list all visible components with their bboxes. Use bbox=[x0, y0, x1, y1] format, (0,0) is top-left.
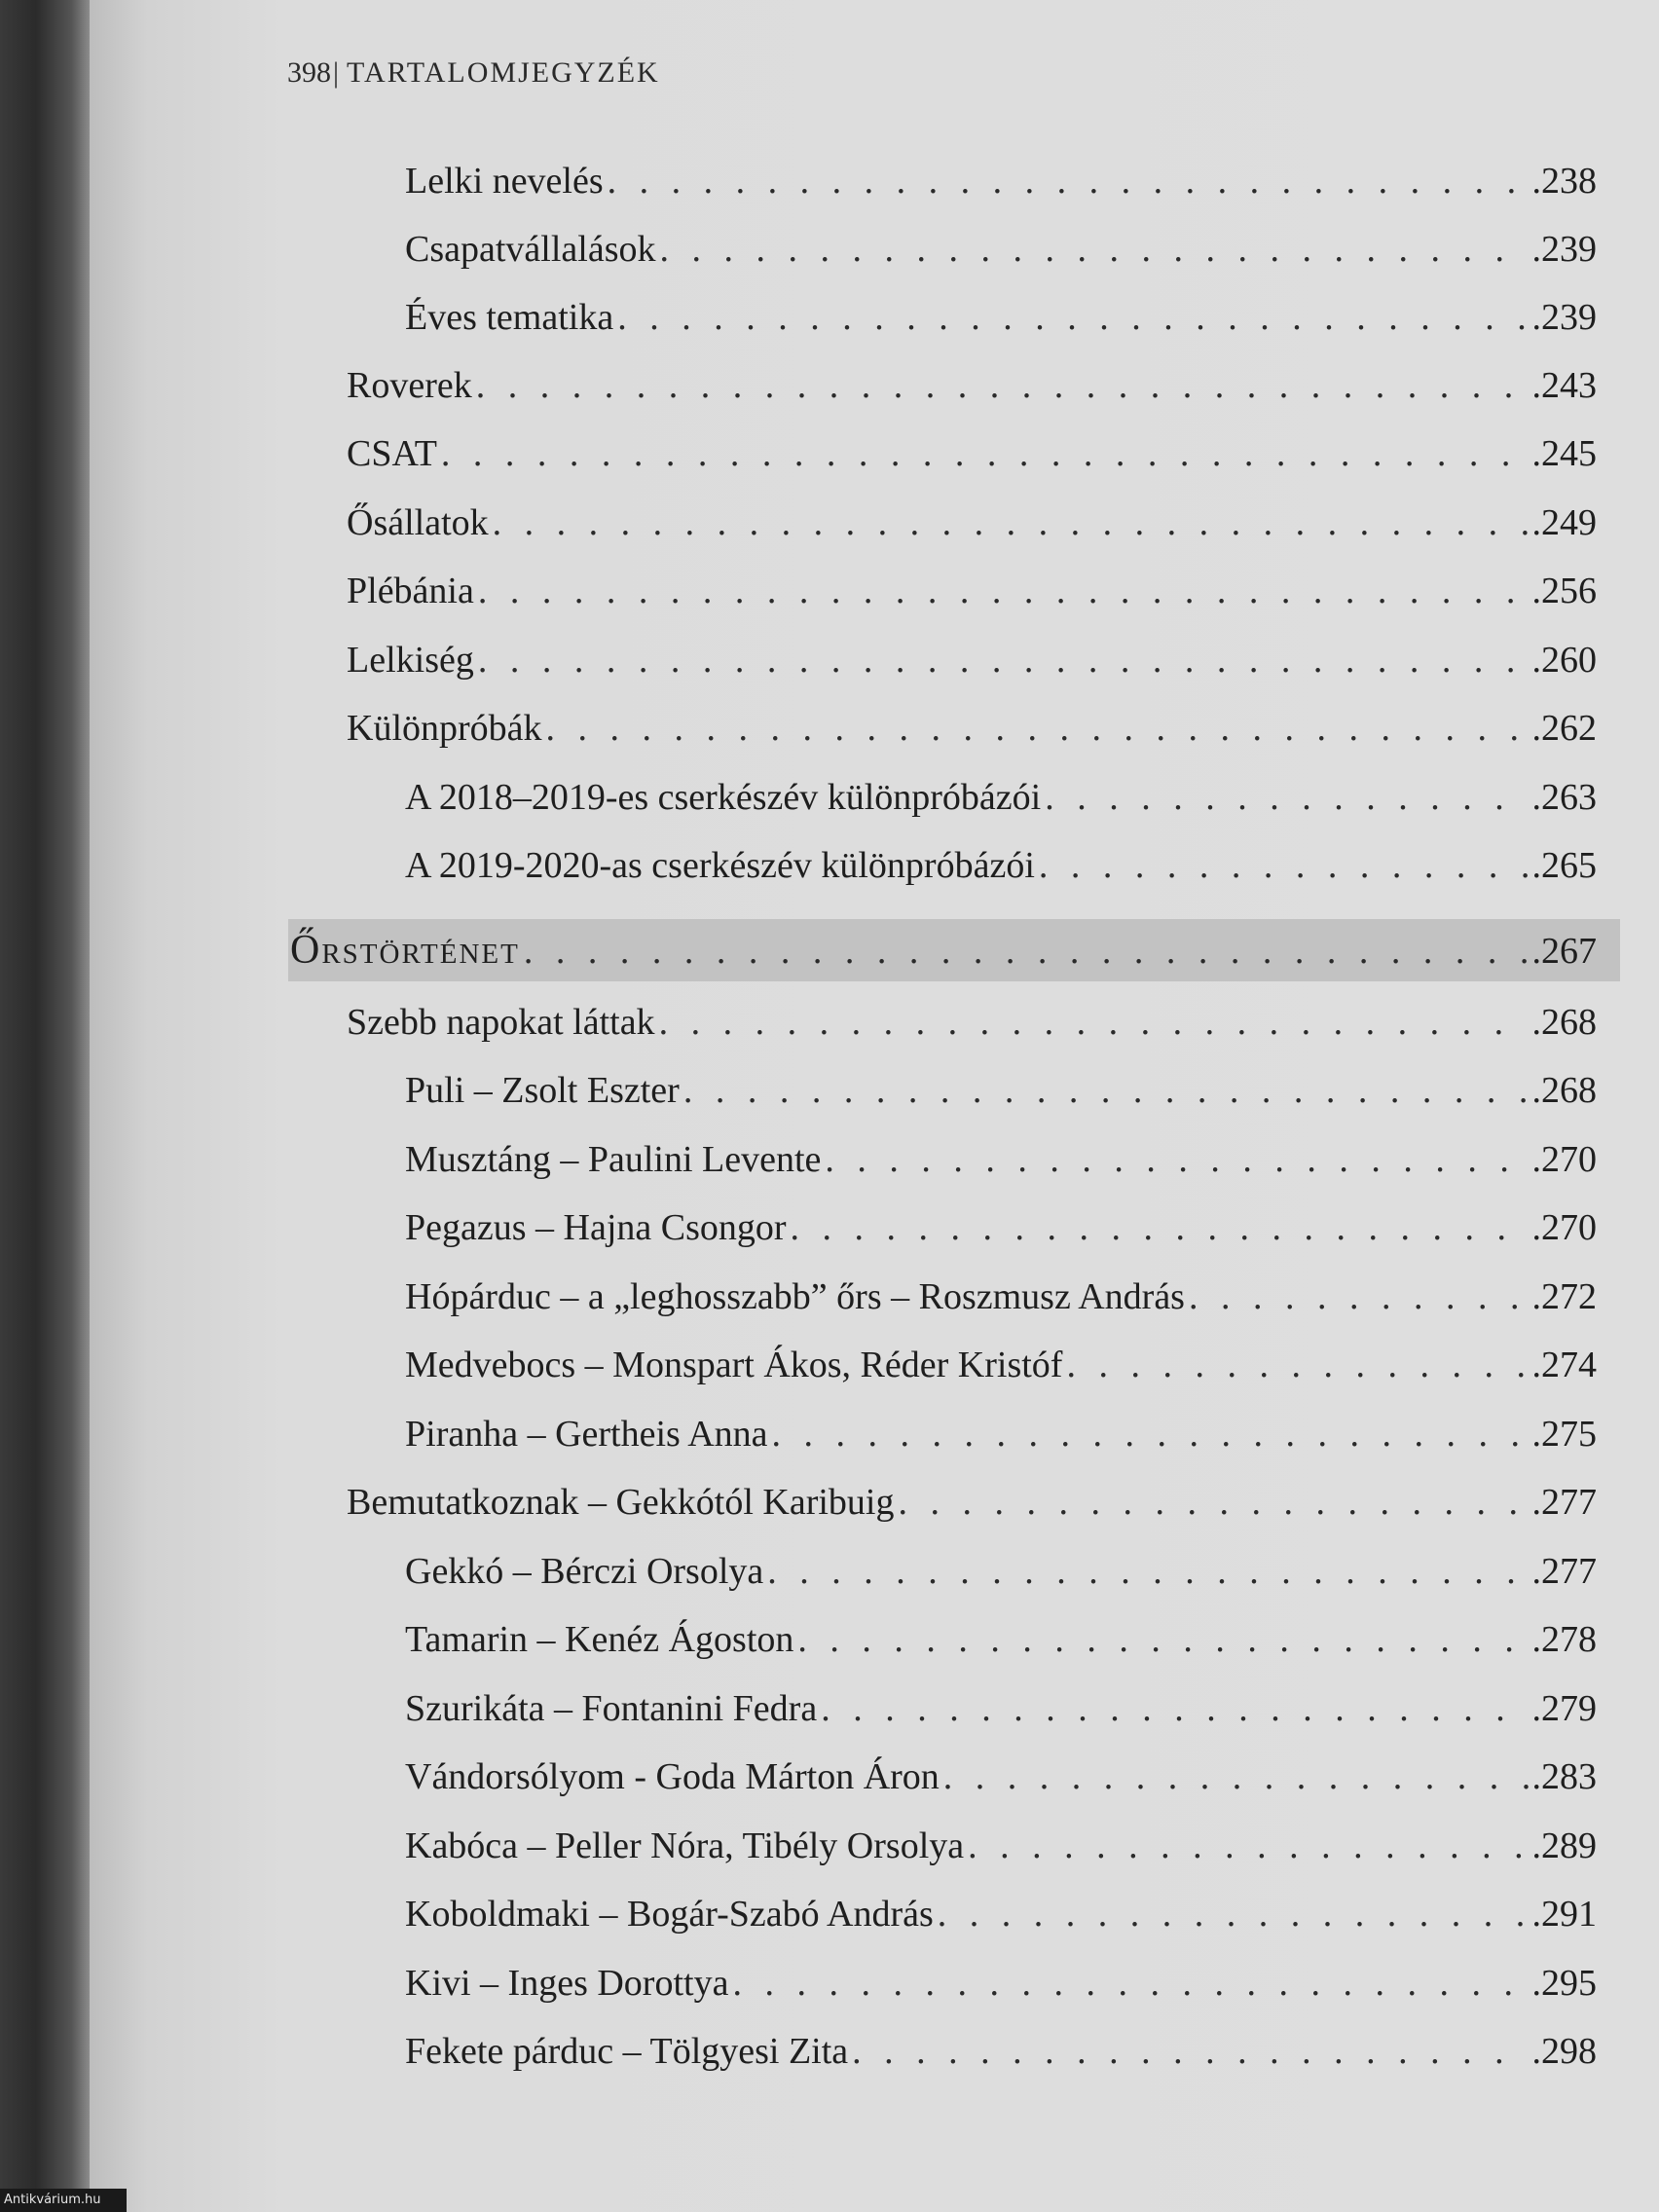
toc-entry bbox=[405, 770, 1597, 825]
toc-entry-title: Kabóca – Peller Nóra, Tibély Orsolya bbox=[405, 1825, 965, 1866]
toc-entry-title: Különpróbák bbox=[347, 708, 542, 749]
toc-entry bbox=[405, 1544, 1597, 1599]
toc-entry-page: .243 bbox=[1531, 365, 1597, 406]
toc-entry-title: Ősállatok bbox=[347, 502, 489, 543]
toc-entry-title: Szebb napokat láttak bbox=[347, 1002, 655, 1043]
toc-entry-page: .239 bbox=[1531, 229, 1597, 270]
toc-entry-page: .268 bbox=[1531, 1002, 1597, 1043]
book-spine-shadow bbox=[0, 0, 90, 2212]
toc-entry-title: Piranha – Gertheis Anna bbox=[405, 1414, 768, 1455]
toc-entry-title: Kivi – Inges Dorottya bbox=[405, 1963, 729, 2004]
toc-entry bbox=[405, 1887, 1597, 1941]
leader-dots bbox=[546, 701, 1529, 756]
toc-entry-title: Hópárduc – a „leghosszabb” őrs – Roszmusz András bbox=[405, 1276, 1185, 1317]
leader-dots bbox=[524, 920, 1529, 982]
toc-entry bbox=[347, 496, 1597, 550]
toc-entry bbox=[405, 1750, 1597, 1804]
toc-entry-page: .289 bbox=[1531, 1825, 1597, 1866]
toc-entry-title: A 2018–2019-es cserkészév különpróbázói bbox=[405, 777, 1042, 818]
toc-entry-title: Puli – Zsolt Eszter bbox=[405, 1070, 680, 1111]
toc-entry bbox=[405, 1270, 1597, 1324]
toc-entry-title: CSAT bbox=[347, 433, 437, 474]
toc-entry-title: Fekete párduc – Tölgyesi Zita bbox=[405, 2031, 849, 2072]
toc-entry bbox=[405, 1200, 1597, 1255]
toc-entry-title: Éves tematika bbox=[405, 297, 614, 338]
toc-entry bbox=[347, 995, 1597, 1050]
leader-dots bbox=[821, 1681, 1528, 1736]
toc-entry-page: .277 bbox=[1531, 1482, 1597, 1523]
leader-dots bbox=[943, 1750, 1529, 1804]
toc-entry-page: .270 bbox=[1531, 1139, 1597, 1180]
toc-entry-page: .295 bbox=[1531, 1963, 1597, 2004]
leader-dots bbox=[899, 1475, 1529, 1530]
toc-entry-page: .283 bbox=[1531, 1756, 1597, 1797]
toc-entry bbox=[405, 222, 1597, 276]
toc-entry bbox=[347, 564, 1597, 618]
leader-dots bbox=[659, 222, 1528, 276]
toc-entry-title: Koboldmaki – Bogár-Szabó András bbox=[405, 1894, 934, 1935]
leader-dots bbox=[1045, 770, 1528, 825]
toc-entry-title: Roverek bbox=[347, 365, 472, 406]
leader-dots bbox=[825, 1132, 1528, 1187]
toc-entry-page: .277 bbox=[1531, 1551, 1597, 1592]
toc-entry bbox=[405, 1681, 1597, 1736]
header-separator: | bbox=[333, 56, 342, 89]
toc-entry-title: Medvebocs – Monspart Ákos, Réder Kristóf bbox=[405, 1345, 1063, 1385]
toc-entry bbox=[347, 426, 1597, 481]
leader-dots bbox=[659, 995, 1529, 1050]
toc-entry-page: .275 bbox=[1531, 1414, 1597, 1455]
toc-entry bbox=[405, 1956, 1597, 2010]
toc-entry-page: .265 bbox=[1531, 845, 1597, 886]
toc-entry-page: .274 bbox=[1531, 1345, 1597, 1385]
leader-dots bbox=[767, 1544, 1528, 1599]
toc-entry-page: .263 bbox=[1531, 777, 1597, 818]
toc-entry-title: A 2019-2020-as cserkészév különpróbázói bbox=[405, 845, 1035, 886]
toc-entry bbox=[347, 701, 1597, 756]
toc-entry-title: Szurikáta – Fontanini Fedra bbox=[405, 1688, 818, 1729]
leader-dots bbox=[772, 1407, 1529, 1461]
leader-dots bbox=[617, 290, 1528, 345]
toc-entry-page: .245 bbox=[1531, 433, 1597, 474]
leader-dots bbox=[1189, 1270, 1529, 1324]
section-page: .267 bbox=[1531, 931, 1597, 972]
toc-entry bbox=[405, 1612, 1597, 1667]
toc-entry-page: .272 bbox=[1531, 1276, 1597, 1317]
leader-dots bbox=[732, 1956, 1528, 2010]
toc-entry bbox=[405, 1338, 1597, 1392]
toc-entry-page: .291 bbox=[1531, 1894, 1597, 1935]
toc-entry bbox=[405, 1819, 1597, 1873]
toc-entry bbox=[405, 1063, 1597, 1118]
toc-entry bbox=[405, 154, 1597, 208]
leader-dots bbox=[791, 1200, 1529, 1255]
toc-entry-title: Lelki nevelés bbox=[405, 161, 604, 202]
leader-dots bbox=[476, 358, 1529, 413]
toc-entry-page: .268 bbox=[1531, 1070, 1597, 1111]
header-title: TARTALOMJEGYZÉK bbox=[347, 56, 660, 89]
toc-entry-title: Tamarin – Kenéz Ágoston bbox=[405, 1619, 794, 1660]
toc-entry-title: Bemutatkoznak – Gekkótól Karibuig bbox=[347, 1482, 895, 1523]
leader-dots bbox=[938, 1887, 1529, 1941]
toc-entry-title: Vándorsólyom - Goda Márton Áron bbox=[405, 1756, 940, 1797]
leader-dots bbox=[608, 154, 1529, 208]
toc-entry-title: Gekkó – Bérczi Orsolya bbox=[405, 1551, 764, 1592]
toc-entry-page: .239 bbox=[1531, 297, 1597, 338]
leader-dots bbox=[1039, 838, 1529, 893]
leader-dots bbox=[683, 1063, 1529, 1118]
leader-dots bbox=[1066, 1338, 1528, 1392]
leader-dots bbox=[852, 2024, 1528, 2079]
header-page-number: 398 bbox=[287, 56, 331, 89]
toc-entry bbox=[347, 633, 1597, 687]
toc-entry-title: Plébánia bbox=[347, 571, 474, 611]
toc-entry-page: .238 bbox=[1531, 161, 1597, 202]
toc-entry bbox=[347, 1475, 1597, 1530]
toc-entry-page: .249 bbox=[1531, 502, 1597, 543]
toc-entry-page: .262 bbox=[1531, 708, 1597, 749]
running-header bbox=[287, 56, 660, 90]
leader-dots bbox=[478, 633, 1529, 687]
toc-entry bbox=[347, 358, 1597, 413]
leader-dots bbox=[797, 1612, 1528, 1667]
toc-entry-title: Pegazus – Hajna Csongor bbox=[405, 1207, 787, 1248]
leader-dots bbox=[968, 1819, 1528, 1873]
toc-entry bbox=[405, 290, 1597, 345]
toc-entry-page: .260 bbox=[1531, 640, 1597, 681]
toc-entry bbox=[405, 838, 1597, 893]
toc-entry-page: .278 bbox=[1531, 1619, 1597, 1660]
section-title: Őrstörténet bbox=[290, 928, 520, 973]
toc-entry-title: Csapatvállalások bbox=[405, 229, 656, 270]
toc-entry-page: .279 bbox=[1531, 1688, 1597, 1729]
toc-entry-page: .298 bbox=[1531, 2031, 1597, 2072]
leader-dots bbox=[493, 496, 1529, 550]
toc-entry-title: Musztáng – Paulini Levente bbox=[405, 1139, 822, 1180]
site-watermark: Antikvárium.hu bbox=[0, 2189, 127, 2212]
toc-section-heading bbox=[288, 919, 1620, 981]
toc-entry bbox=[405, 1407, 1597, 1461]
toc-entry bbox=[405, 1132, 1597, 1187]
leader-dots bbox=[441, 426, 1529, 481]
toc-entry-page: .256 bbox=[1531, 571, 1597, 611]
toc-entry-page: .270 bbox=[1531, 1207, 1597, 1248]
toc-entry-title: Lelkiség bbox=[347, 640, 474, 681]
leader-dots bbox=[478, 564, 1529, 618]
toc-entry bbox=[405, 2024, 1597, 2079]
